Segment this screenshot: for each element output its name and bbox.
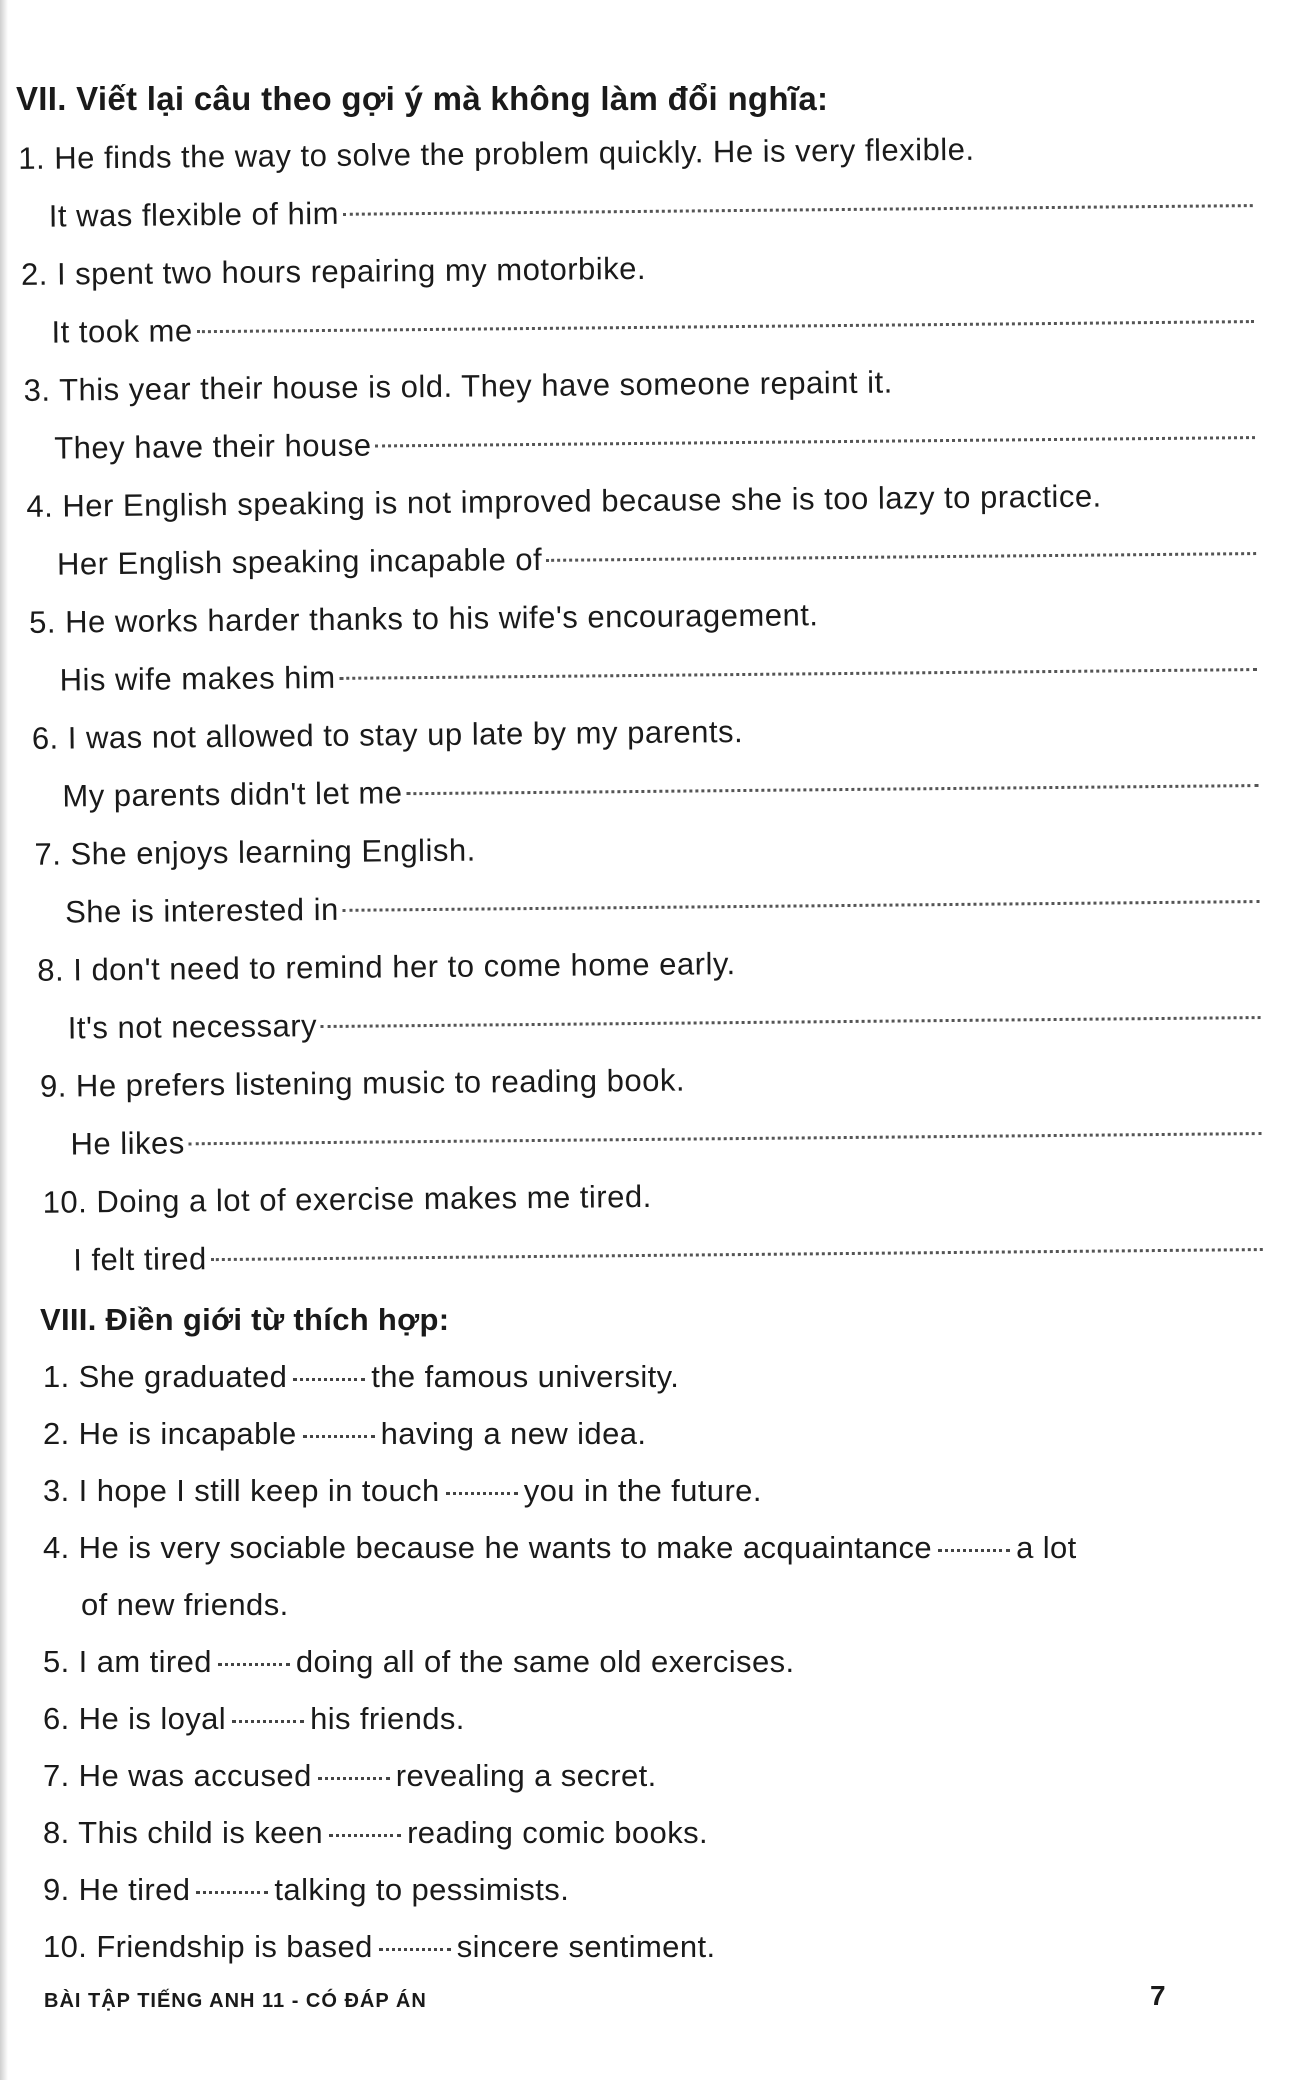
- answer-blank[interactable]: [197, 320, 1254, 333]
- item-number: 3.: [23, 372, 51, 408]
- preposition-list: [10, 1348, 1252, 1975]
- fill-item: [43, 1804, 1252, 1861]
- answer-prompt: She is interested in: [64, 891, 339, 930]
- question-text: Her English speaking is not improved because she is too lazy to practice.: [62, 478, 1102, 524]
- preposition-blank[interactable]: [379, 1948, 451, 1951]
- sentence-end: having a new idea.: [380, 1416, 647, 1451]
- question-text: She enjoys learning English.: [70, 832, 476, 872]
- section-prepositions: [10, 1292, 1252, 1975]
- answer-blank[interactable]: [340, 668, 1258, 680]
- fill-item: [43, 1918, 1252, 1975]
- preposition-blank[interactable]: [318, 1777, 390, 1780]
- fill-item: [43, 1519, 1252, 1633]
- answer-prompt: Her English speaking incapable of: [56, 541, 543, 582]
- answer-prompt: It's not necessary: [67, 1008, 318, 1046]
- question-text: I spent two hours repairing my motorbike.: [56, 250, 647, 292]
- answer-blank[interactable]: [211, 1248, 1263, 1261]
- question-text: I was not allowed to stay up late by my parents.: [67, 713, 744, 756]
- preposition-blank[interactable]: [938, 1549, 1010, 1552]
- sentence-start: He tired: [78, 1872, 191, 1907]
- preposition-blank[interactable]: [329, 1834, 401, 1837]
- sentence-end: sincere sentiment.: [456, 1929, 716, 1964]
- exercise-item: [11, 234, 1254, 362]
- rewrite-list: [10, 118, 1263, 1290]
- sentence-start: He is loyal: [78, 1701, 227, 1736]
- sentence-start: He is incapable: [78, 1416, 297, 1451]
- item-number: 10.: [43, 1929, 88, 1964]
- answer-prompt: It was flexible of him: [48, 195, 340, 234]
- answer-prompt: My parents didn't let me: [62, 775, 403, 814]
- item-number: 9.: [39, 1068, 68, 1104]
- fill-item: [43, 1633, 1252, 1690]
- answer-blank[interactable]: [321, 1016, 1261, 1028]
- item-number: 7.: [34, 836, 62, 872]
- answer-blank[interactable]: [546, 552, 1256, 562]
- exercise-item: [16, 698, 1259, 826]
- fill-item: [43, 1747, 1252, 1804]
- answer-blank[interactable]: [343, 900, 1260, 912]
- answer-prompt: His wife makes him: [59, 659, 336, 698]
- sentence-end: the famous university.: [371, 1359, 680, 1394]
- exercise-item: [10, 118, 1253, 246]
- preposition-blank[interactable]: [293, 1378, 365, 1381]
- sentence-end: a lot: [1016, 1530, 1077, 1565]
- question-text: He finds the way to solve the problem quickly. He is very flexible.: [54, 131, 975, 176]
- item-number: 5.: [43, 1644, 70, 1679]
- answer-prompt: It took me: [51, 313, 193, 350]
- fill-item: [43, 1462, 1252, 1519]
- item-number: 9.: [43, 1872, 70, 1907]
- exercise-item: [13, 466, 1256, 594]
- answer-prompt: He likes: [70, 1125, 185, 1162]
- question-text: This year their house is old. They have someone repaint it.: [58, 364, 893, 408]
- exercise-item: [12, 350, 1255, 478]
- item-number: 10.: [42, 1184, 88, 1220]
- preposition-blank[interactable]: [196, 1891, 268, 1894]
- preposition-blank[interactable]: [218, 1663, 290, 1666]
- page-number: 7: [1150, 1980, 1166, 2011]
- footer-book-title: BÀI TẬP TIẾNG ANH 11 - CÓ ĐÁP ÁN: [44, 1990, 427, 2012]
- answer-prompt: I felt tired: [73, 1241, 207, 1278]
- fill-item: [43, 1348, 1252, 1405]
- exercise-question: [26, 466, 1256, 536]
- item-number: 2.: [20, 256, 49, 292]
- exercise-item: [19, 1046, 1262, 1174]
- sentence-continuation: of new friends.: [81, 1587, 289, 1622]
- question-text: Doing a lot of exercise makes me tired.: [96, 1178, 652, 1220]
- fill-item: [43, 1861, 1252, 1918]
- item-number: 1.: [18, 140, 46, 176]
- sentence-start: I hope I still keep in touch: [78, 1473, 440, 1508]
- question-text: He prefers listening music to reading book.: [75, 1062, 686, 1104]
- item-number: 5.: [28, 604, 57, 640]
- item-number: 6.: [31, 720, 59, 756]
- answer-blank[interactable]: [189, 1132, 1262, 1145]
- exercise-item: [17, 814, 1260, 942]
- sentence-end: revealing a secret.: [395, 1758, 657, 1793]
- item-number: 4.: [43, 1530, 70, 1565]
- answer-line: [73, 1220, 1263, 1289]
- item-number: 8.: [43, 1815, 70, 1850]
- question-text: I don't need to remind her to come home early.: [73, 946, 736, 988]
- answer-blank[interactable]: [343, 204, 1253, 216]
- item-number: 6.: [43, 1701, 70, 1736]
- section-rewrite: [10, 68, 1252, 1290]
- preposition-blank[interactable]: [446, 1492, 518, 1495]
- item-number: 2.: [43, 1416, 70, 1451]
- exercise-item: [18, 930, 1261, 1058]
- fill-item: [43, 1690, 1252, 1747]
- item-number: 4.: [26, 488, 54, 524]
- exercise-item: [14, 582, 1257, 710]
- sentence-start: Friendship is based: [96, 1929, 373, 1964]
- sentence-end: doing all of the same old exercises.: [295, 1644, 795, 1679]
- sentence-start: He was accused: [78, 1758, 312, 1793]
- fill-item: [43, 1405, 1252, 1462]
- item-number: 7.: [43, 1758, 70, 1793]
- item-number: 8.: [37, 952, 65, 988]
- sentence-start: This child is keen: [78, 1815, 324, 1850]
- preposition-blank[interactable]: [303, 1435, 375, 1438]
- section-heading: VIII. Điền giới từ thích hợp:: [40, 1302, 450, 1337]
- answer-blank[interactable]: [407, 784, 1259, 795]
- sentence-end: his friends.: [310, 1701, 465, 1736]
- sentence-start: I am tired: [78, 1644, 212, 1679]
- sentence-start: He is very sociable because he wants to make acquaintance: [78, 1530, 933, 1565]
- answer-blank[interactable]: [375, 436, 1255, 447]
- preposition-blank[interactable]: [232, 1720, 304, 1723]
- item-number: 1.: [43, 1359, 70, 1394]
- sentence-start: She graduated: [78, 1359, 288, 1394]
- answer-prompt: They have their house: [54, 427, 372, 466]
- section-heading: VII. Viết lại câu theo gợi ý mà không làm đổi nghĩa:: [16, 80, 829, 117]
- exercise-item: [20, 1162, 1263, 1290]
- sentence-end: you in the future.: [523, 1473, 762, 1508]
- question-text: He works harder thanks to his wife's encouragement.: [64, 597, 819, 640]
- sentence-end: reading comic books.: [407, 1815, 709, 1850]
- item-number: 3.: [43, 1473, 70, 1508]
- sentence-end: talking to pessimists.: [274, 1872, 570, 1907]
